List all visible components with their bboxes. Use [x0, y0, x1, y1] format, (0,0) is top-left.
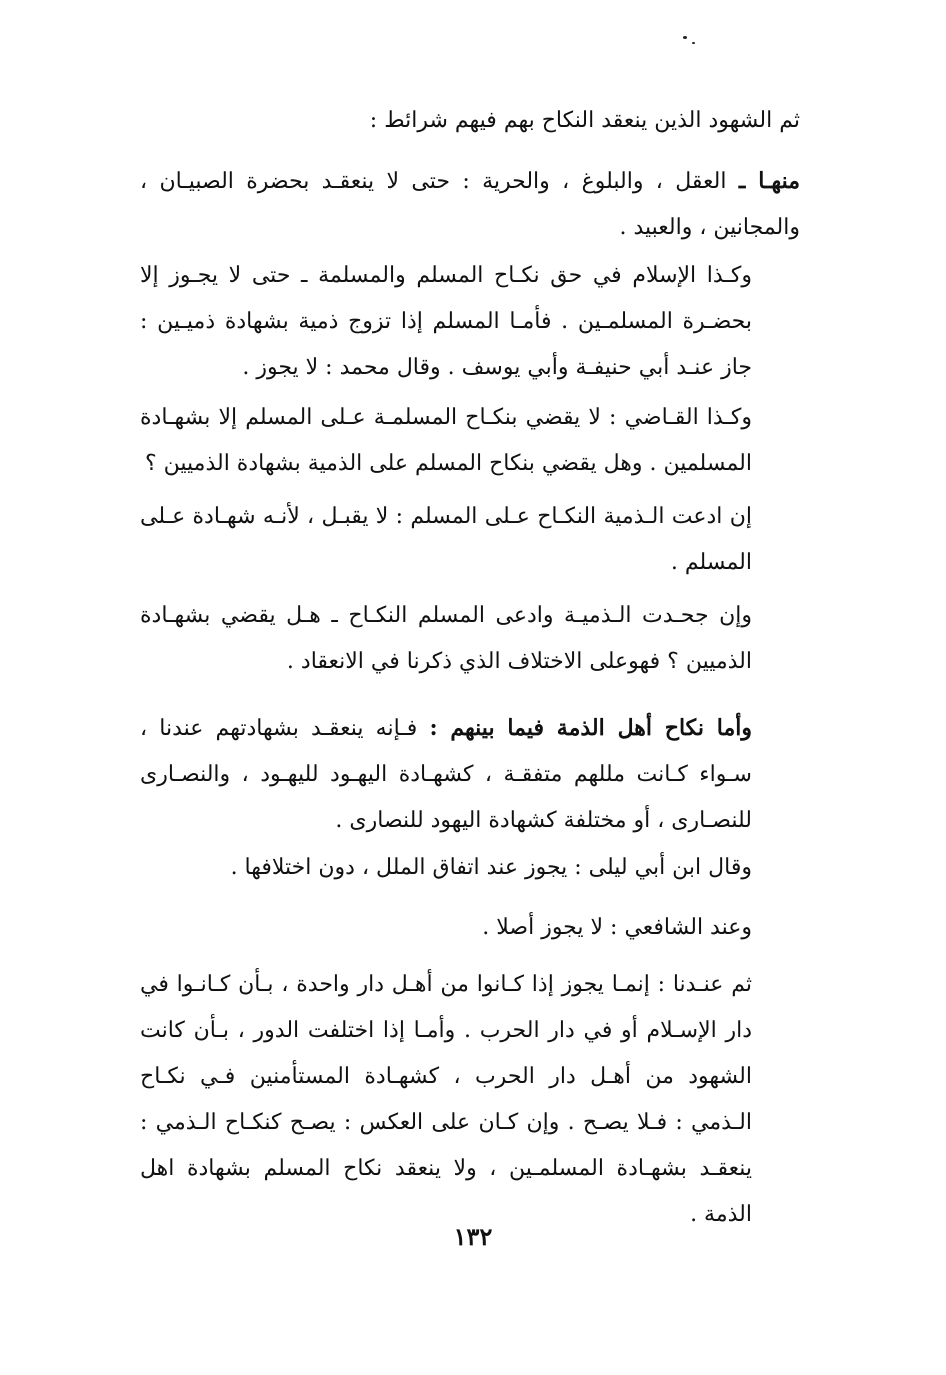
paragraph	[140, 705, 800, 844]
paragraph-text: العقل ، والبلوغ ، والحرية : حتى لا ينعقـد بحضرة الصبيـان ، والمجانين ، والعبيد .	[140, 169, 800, 240]
paragraph-text: ثم عنـدنا : إنمـا يجوز إذا كـانوا من أهـل دار واحدة ، بـأن كـانـوا في دار الإسـلام أو في دار الحرب . وأمـا إذا اختلفت الدور ، بـأن كانت الشهود من أهـل دار الحرب ، كشهـادة المستأمنين فـي نكـاح الـذمي : فـلا يصـح . وإن كـان على العكس : يصـح كنكـاح الـذمي : ينعقـد بشهـادة المسلمـين ، ولا ينعقد نكاح المسلم بشهادة اهل الذمة .	[140, 972, 752, 1227]
paragraph	[140, 253, 800, 391]
paragraph	[140, 962, 800, 1238]
paragraph	[140, 158, 800, 251]
paragraph	[140, 98, 800, 144]
paragraph	[140, 494, 800, 586]
paragraph	[140, 593, 800, 685]
scan-speck	[683, 36, 687, 39]
paragraph-lead: منهـا ـ	[738, 168, 800, 194]
paragraph-text: ثم الشهود الذين ينعقد النكاح بهم فيهم شرائط :	[369, 108, 800, 133]
paragraph	[140, 395, 800, 487]
scan-speck	[692, 42, 695, 44]
paragraph-text: وإن جحـدت الـذميـة وادعى المسلم النكـاح ـ هـل يقضي بشهـادة الذميين ؟ فهوعلى الاختلاف الذي ذكرنا في الانعقاد .	[140, 603, 752, 674]
paragraph-text: وعند الشافعي : لا يجوز أصلا .	[482, 915, 752, 940]
page-number: ١٣٢	[453, 1222, 493, 1251]
paragraph-lead: وأما نكاح أهل الذمة فيما بينهم :	[429, 715, 752, 741]
paragraph-text: وقال ابن أبي ليلى : يجوز عند اتفاق الملل ، دون اختلافها .	[230, 855, 752, 880]
paragraph	[140, 845, 800, 891]
paragraph	[140, 905, 800, 951]
paragraph-text: وكـذا الإسلام في حق نكـاح المسلم والمسلمة ـ حتى لا يجـوز إلا بحضـرة المسلمـين . فأمـا المسلم إذا تزوج ذمية بشهادة ذميـين : جاز عنـد أبي حنيفـة وأبي يوسف . وقال محمد : لا يجوز .	[140, 263, 752, 380]
paragraph-text: وكـذا القـاضي : لا يقضي بنكـاح المسلمـة عـلى المسلم إلا بشهـادة المسلمين . وهل يقضي بنكاح المسلم على الذمية بشهادة الذميين ؟	[140, 405, 752, 476]
paragraph-text: إن ادعت الـذمية النكـاح عـلى المسلم : لا يقبـل ، لأنـه شهـادة عـلى المسلم .	[140, 504, 752, 575]
paragraph-text: فـإنه ينعقـد بشهادتهم عندنا ، سـواء كـانت مللهم متفقـة ، كشهـادة اليهـود لليهـود ، والنصـارى للنصـارى ، أو مختلفة كشهادة اليهود للنصارى .	[140, 716, 752, 833]
